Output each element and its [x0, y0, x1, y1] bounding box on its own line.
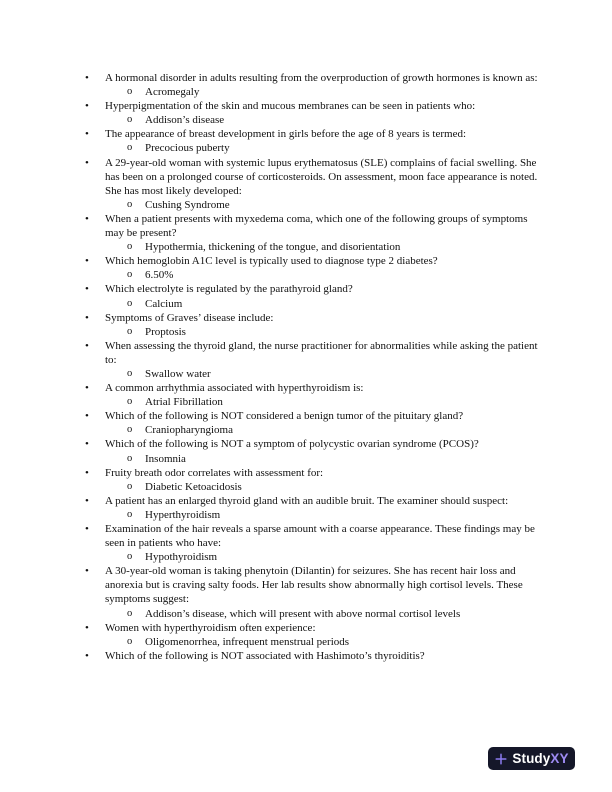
circle-bullet-icon: o — [127, 241, 133, 253]
answer-item — [127, 635, 582, 649]
answer-item — [127, 297, 582, 311]
answer-item — [127, 198, 582, 212]
question-text: A 30-year-old woman is taking phenytoin (Dilantin) for seizures. She has recent hair loss and anorexia but is craving salty foods. Her lab results show abnormally high cortisol levels. These symptoms suggest: — [105, 565, 523, 606]
question-item — [85, 621, 542, 635]
question-text: Fruity breath odor correlates with assessment for: — [105, 466, 324, 479]
answer-item — [127, 423, 582, 437]
bullet-icon: • — [85, 72, 89, 84]
question-text: The appearance of breast development in girls before the age of 8 years is termed: — [105, 128, 467, 141]
bullet-icon: • — [85, 382, 89, 395]
answer-item — [127, 480, 582, 494]
circle-bullet-icon: o — [127, 551, 133, 563]
circle-bullet-icon: o — [127, 396, 133, 408]
question-text: When a patient presents with myxedema coma, which one of the following groups of symptoms may be present? — [105, 212, 528, 240]
question-text: Women with hyperthyroidism often experience: — [105, 621, 316, 634]
bullet-icon: • — [85, 466, 89, 479]
question-item — [85, 99, 542, 113]
bullet-icon: • — [85, 100, 89, 113]
question-text: Symptoms of Graves’ disease include: — [105, 311, 274, 324]
question-item — [85, 156, 542, 198]
answer-text: Addison’s disease, which will present with above normal cortisol levels — [145, 607, 461, 620]
answer-text: Hypothyroidism — [145, 551, 218, 564]
answer-text: Hyperthyroidism — [145, 508, 221, 521]
circle-bullet-icon: o — [127, 86, 133, 98]
answer-item — [127, 240, 582, 254]
answer-text: Hypothermia, thickening of the tongue, and disorientation — [145, 241, 401, 254]
circle-bullet-icon: o — [127, 508, 133, 520]
answer-item — [127, 452, 582, 466]
answer-item — [127, 113, 582, 127]
brand-accent: XY — [550, 751, 569, 766]
question-text: When assessing the thyroid gland, the nurse practitioner for abnormalities while asking the patient to: — [105, 339, 538, 366]
brand-primary: Study — [512, 751, 551, 766]
question-item — [85, 381, 542, 395]
circle-bullet-icon: o — [127, 424, 133, 436]
question-item — [85, 311, 542, 325]
answer-text: Acromegaly — [145, 86, 200, 99]
answer-text: Atrial Fibrillation — [145, 396, 223, 409]
bullet-icon: • — [85, 283, 89, 296]
question-text: A patient has an enlarged thyroid gland with an audible bruit. The examiner should suspect: — [105, 494, 509, 507]
circle-bullet-icon: o — [127, 480, 133, 492]
bullet-icon: • — [85, 255, 89, 268]
bullet-icon: • — [85, 212, 89, 225]
question-item — [85, 564, 542, 606]
bullet-icon: • — [85, 565, 89, 578]
circle-bullet-icon: o — [127, 297, 133, 309]
question-text: Which electrolyte is regulated by the parathyroid gland? — [105, 283, 353, 296]
bullet-icon: • — [85, 621, 89, 634]
question-text: A common arrhythmia associated with hyperthyroidism is: — [105, 382, 364, 395]
question-item — [85, 466, 542, 480]
answer-text: Diabetic Ketoacidosis — [145, 480, 242, 493]
question-item — [85, 127, 542, 141]
circle-bullet-icon: o — [127, 269, 133, 281]
answer-item — [127, 141, 582, 155]
question-item — [85, 71, 542, 85]
answer-item — [127, 85, 582, 99]
question-item — [85, 282, 542, 296]
answer-item — [127, 550, 582, 564]
answer-item — [127, 607, 582, 621]
question-text: Examination of the hair reveals a sparse amount with a coarse appearance. These findings may be seen in patients who have: — [105, 523, 535, 550]
question-text: Which hemoglobin A1C level is typically used to diagnose type 2 diabetes? — [105, 255, 438, 268]
circle-bullet-icon: o — [127, 325, 133, 337]
circle-bullet-icon: o — [127, 607, 133, 619]
question-item — [85, 437, 542, 451]
answer-item — [127, 395, 582, 409]
question-text: Which of the following is NOT considered a benign tumor of the pituitary gland? — [105, 410, 464, 423]
bullet-icon: • — [85, 410, 89, 423]
answer-text: Precocious puberty — [145, 142, 230, 155]
question-item — [85, 212, 542, 240]
answer-text: Swallow water — [145, 367, 211, 380]
circle-bullet-icon: o — [127, 142, 133, 154]
bullet-icon: • — [85, 156, 89, 169]
plus-icon — [494, 752, 508, 766]
answer-text: Calcium — [145, 297, 183, 310]
question-item — [85, 494, 542, 508]
question-text: Hyperpigmentation of the skin and mucous membranes can be seen in patients who: — [105, 100, 476, 113]
answer-text: Craniopharyngioma — [145, 424, 233, 437]
answer-text: Addison’s disease — [145, 114, 225, 127]
circle-bullet-icon: o — [127, 367, 133, 379]
circle-bullet-icon: o — [127, 198, 133, 210]
circle-bullet-icon: o — [127, 635, 133, 647]
question-item — [85, 254, 542, 268]
answer-text: Cushing Syndrome — [145, 198, 230, 211]
answer-text: Insomnia — [145, 452, 186, 465]
question-text: Which of the following is NOT a symptom of polycystic ovarian syndrome (PCOS)? — [105, 438, 479, 451]
question-text: A hormonal disorder in adults resulting from the overproduction of growth hormones is known as: — [105, 72, 538, 84]
brand-wordmark — [512, 751, 568, 766]
bullet-icon: • — [85, 311, 89, 324]
bullet-icon: • — [85, 649, 89, 662]
question-item — [85, 339, 542, 367]
circle-bullet-icon: o — [127, 114, 133, 126]
answer-item — [127, 367, 582, 381]
document-content — [0, 71, 612, 663]
answer-text: Proptosis — [145, 325, 186, 338]
bullet-icon: • — [85, 339, 89, 352]
answer-item — [127, 268, 582, 282]
question-item — [85, 409, 542, 423]
answer-item — [127, 325, 582, 339]
bullet-icon: • — [85, 494, 89, 507]
bullet-icon: • — [85, 523, 89, 535]
answer-text: Oligomenorrhea, infrequent menstrual periods — [145, 635, 350, 648]
question-list — [0, 71, 612, 663]
answer-item — [127, 508, 582, 522]
question-item — [85, 522, 542, 550]
circle-bullet-icon: o — [127, 452, 133, 464]
bullet-icon: • — [85, 128, 89, 141]
question-text: Which of the following is NOT associated with Hashimoto’s thyroiditis? — [105, 649, 425, 662]
studyxy-logo — [488, 747, 575, 770]
bullet-icon: • — [85, 438, 89, 451]
answer-text: 6.50% — [145, 269, 174, 282]
question-item — [85, 649, 542, 663]
question-text: A 29-year-old woman with systemic lupus erythematosus (SLE) complains of facial swelling. She has been on a prolonged course of corticosteroids. On assessment, moon face appearance is noted. She has most likely developed: — [105, 156, 538, 197]
